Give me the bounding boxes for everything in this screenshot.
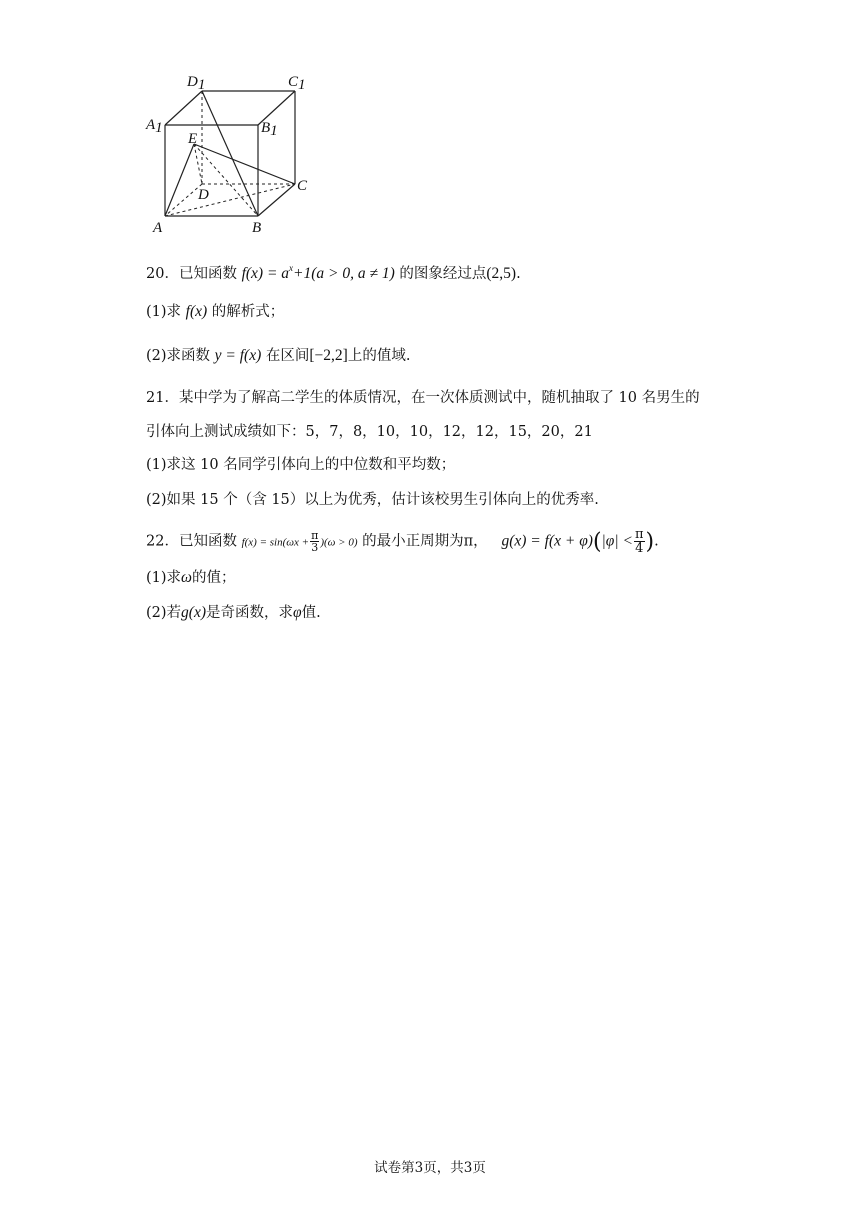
edge-A1D1 bbox=[165, 91, 202, 125]
segment-EC bbox=[194, 144, 295, 184]
label-B1: B1 bbox=[261, 120, 278, 139]
q21-stem-line2: 引体向上测试成绩如下：5，7，8，10，10，12，12，15，20，21 bbox=[146, 424, 593, 440]
hidden-segment-AC bbox=[165, 184, 295, 216]
label-A: A bbox=[153, 220, 163, 236]
q21-part1: (1)求这 10 名同学引体向上的中位数和平均数； bbox=[146, 457, 456, 473]
q22-part1: (1)求ω的值； bbox=[146, 569, 236, 586]
label-D1: D1 bbox=[187, 74, 206, 93]
q22-part2: (2)若g(x)是奇函数，求φ值. bbox=[146, 604, 321, 621]
q21-part2: (2)如果 15 个（含 15）以上为优秀，估计该校男生引体向上的优秀率. bbox=[146, 492, 599, 508]
q20-stem: 20．已知函数 $f(x) = a^x+1(a > 0$, a ≠ 1) 的图象经过点(2,5). bbox=[146, 263, 521, 282]
label-A1: A1 bbox=[146, 117, 163, 136]
q21-stem-line1: 21．某中学为了解高二学生的体质情况，在一次体质测试中，随机抽取了 10 名男生的 bbox=[146, 390, 700, 406]
edge-D1B bbox=[202, 91, 258, 216]
label-C1: C1 bbox=[288, 74, 306, 93]
hidden-segment-ED bbox=[194, 144, 202, 184]
cube-figure bbox=[140, 72, 320, 242]
label-C: C bbox=[297, 178, 308, 194]
q20-part2: (2)求函数 y = f(x) 在区间[−2,2]上的值域. bbox=[146, 347, 411, 364]
page-footer: 试卷第3页，共3页 bbox=[374, 1160, 486, 1176]
q22-stem: 22．已知函数 f(x) = sin(ωx + $\frac{\pi}{3}$ )(ω > 0) 的最小正周期为π， g(x) = f(x + φ)(|φ| < $\frac{\pi}{4}$ ). bbox=[146, 527, 659, 556]
segment-EA bbox=[165, 144, 194, 216]
label-D: D bbox=[198, 187, 209, 203]
label-B: B bbox=[252, 220, 262, 236]
q20-part1: (1)求 f(x) 的解析式； bbox=[146, 303, 285, 320]
label-E: E bbox=[188, 131, 198, 147]
hidden-segment-EB bbox=[194, 144, 258, 216]
